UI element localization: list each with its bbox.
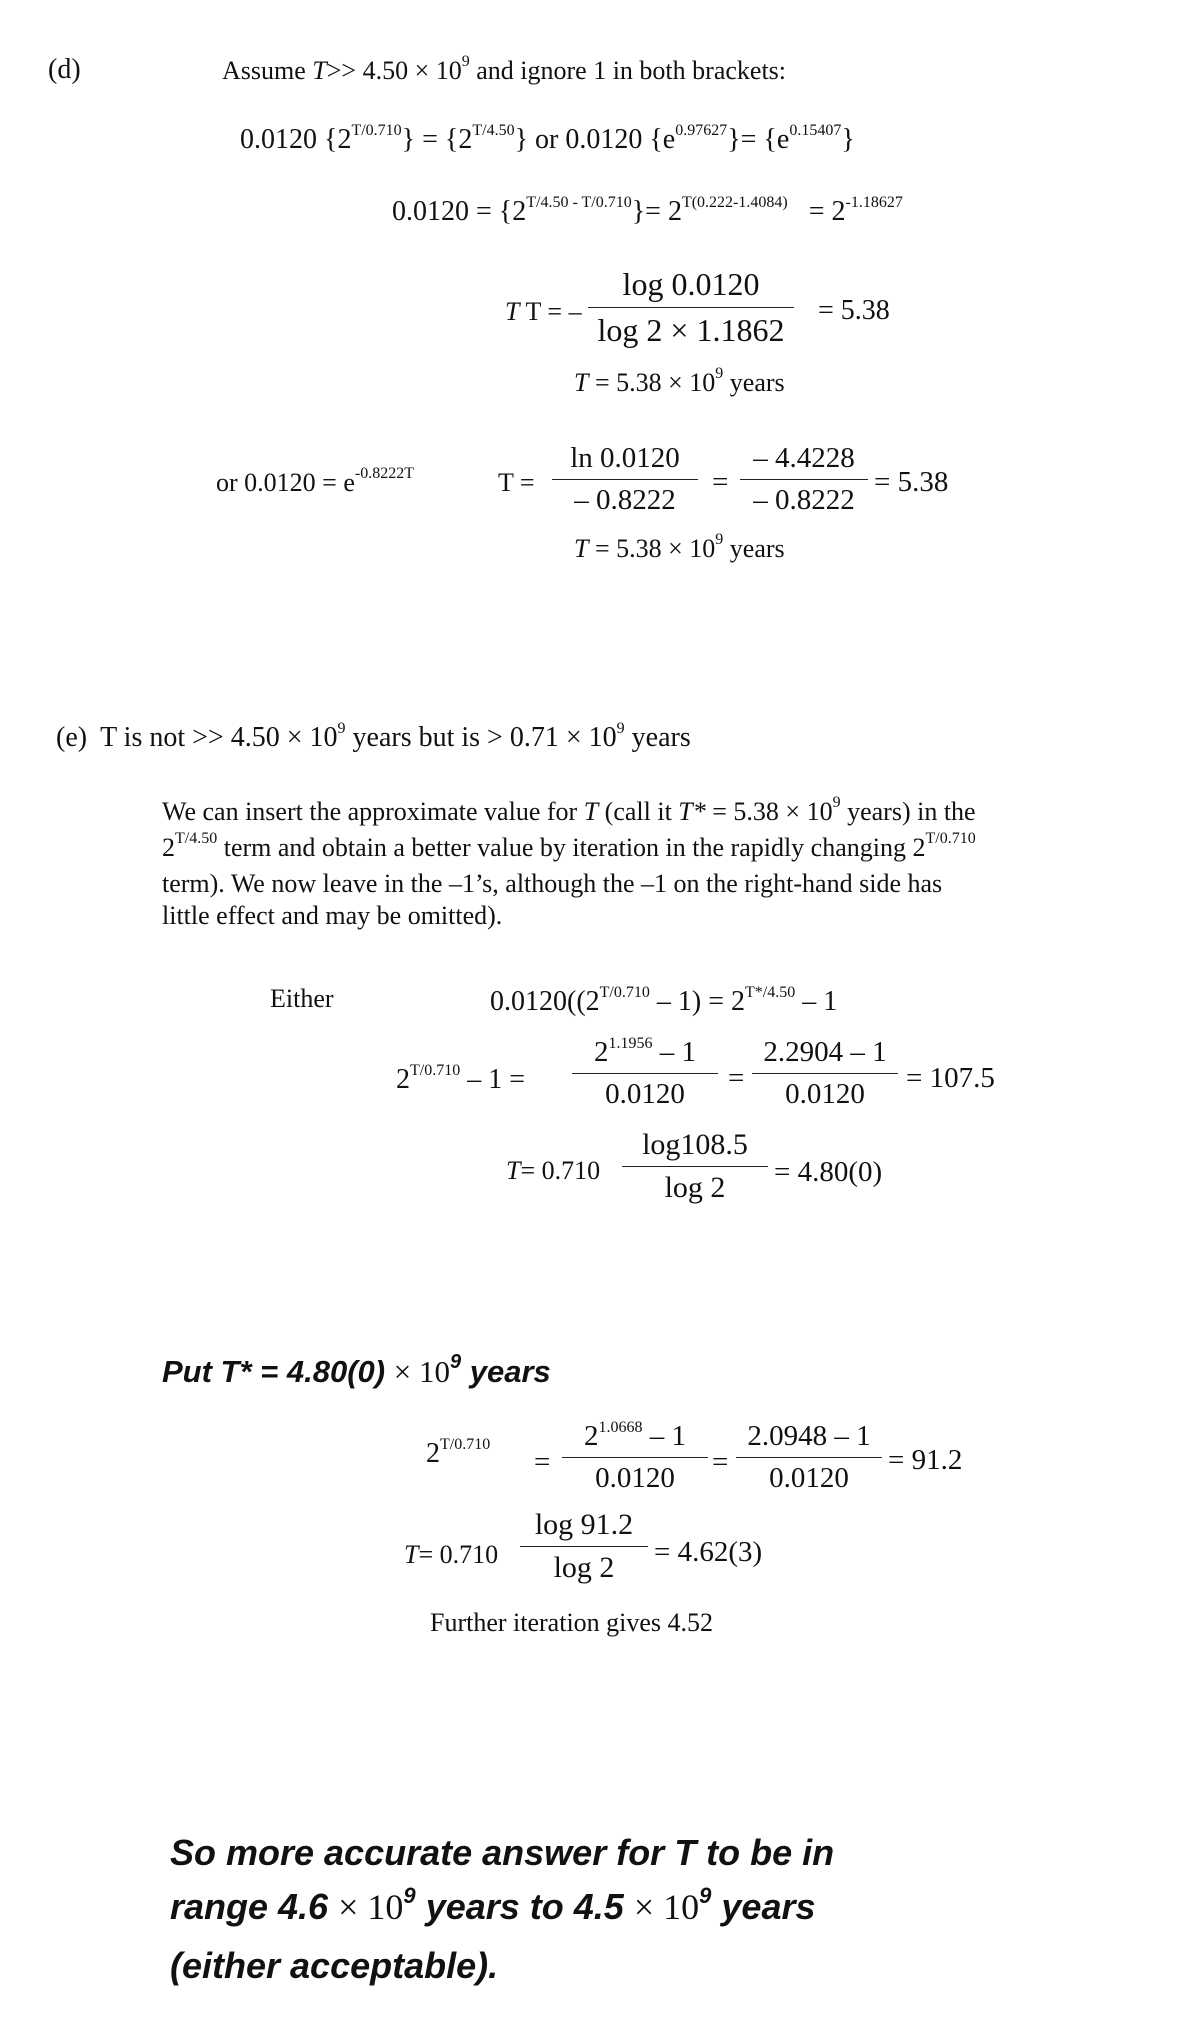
eq-e-B-den-2: 0.0120 [785,1078,865,1110]
eq-e-B-num-2: 2.2904 – 1 [763,1036,887,1068]
eq-e-B-num-1 [572,1036,718,1069]
fraction-bar [572,1073,718,1074]
eq-d-3-result [574,365,785,398]
further-iteration-note: Further iteration gives 4.52 [430,1608,714,1637]
eq-d-4-den-1: – 0.8222 [574,484,676,516]
eq-e-B-num-1-tail: – 1 [659,1036,696,1068]
eq-d-1-d: }= {e [727,124,790,155]
part-e-heading-a: T is not >> 4.50 × 10 [100,722,338,753]
eq-e-B-lhs-exp: T/0.710 [410,1062,461,1079]
fraction-bar [736,1457,882,1458]
exp-9: 9 [616,720,625,737]
eq-d-3-lhs-text: T = – [525,297,582,326]
iteration-heading [162,1351,551,1390]
eq-e-C-rhs: = 4.80(0) [774,1156,883,1188]
conclusion [170,1826,834,1993]
fraction-bar [622,1166,768,1167]
eq-it-D-den-2: 0.0120 [769,1462,849,1494]
fraction-bar [752,1073,898,1074]
eq-d-1-a-exp: T/0.710 [351,122,402,139]
var-Tstar: T* [678,797,706,826]
eq-d-4-den-2: – 0.8222 [753,484,855,516]
eq-e-A-c: – 1 [802,986,838,1017]
eq-e-B-lhs [396,1064,525,1096]
eq-e-B-equals: = [728,1062,745,1094]
eq-e-B-lhs-base: 2 [396,1064,410,1095]
eq-d-2-a: 0.0120 = {2 [392,196,527,227]
var-T: T [312,56,327,85]
part-e-paragraph [162,796,1142,932]
para-line-3: term). We now leave in the –1’s, although the –1 on the right-hand side has [162,869,943,898]
assume-tail: and ignore 1 in both brackets: [476,56,787,85]
eq-e-B-den-1: 0.0120 [605,1078,685,1110]
para-line-2 [162,832,1142,868]
para-2-exp: T/4.50 [175,830,218,847]
eq-d-1-e: } [841,124,855,155]
eq-d-2-c: = 2 [808,196,846,227]
eq-e-B-fraction-2 [752,1036,898,1111]
var-T: T [583,797,599,826]
eq-it-E-fraction [520,1508,648,1585]
para-2: (call it [604,797,672,826]
part-e-label: (e) [56,722,88,753]
para-1: We can insert the approximate value for [162,797,578,826]
eq-d-3-result-tail: years [729,368,785,397]
para-3: = 5.38 × 10 [712,797,833,826]
eq-d-4-fraction-2 [740,442,868,517]
exp-9: 9 [337,720,346,737]
eq-e-A-a-exp: T/0.710 [599,984,650,1001]
conclusion-line-2-e: years [721,1886,816,1927]
eq-e-A-b-exp: T*/4.50 [745,984,796,1001]
eq-d-1-c: } or 0.0120 {e [514,124,676,155]
part-e-heading [56,722,691,754]
eq-d-4-num-2: – 4.4228 [753,442,855,474]
fraction-bar [552,479,698,480]
eq-d-4-result-text: = 5.38 × 10 [594,534,716,563]
eq-d-3-numerator: log 0.0120 [622,266,760,302]
eq-e-A [490,986,837,1018]
eq-d-3-result-text: = 5.38 × 10 [594,368,716,397]
eq-it-D-num-2: 2.0948 – 1 [747,1420,871,1452]
eq-e-A-a: 0.0120((2 [490,986,600,1017]
part-e-heading-tail: years [631,722,691,753]
para-2-exp2: T/0.710 [925,830,976,847]
eq-e-B-num-1-exp: 1.1956 [608,1035,653,1052]
eq-d-4-or [216,465,414,498]
conclusion-line-2 [170,1880,834,1939]
assume-rest: >> 4.50 × 10 [326,56,462,85]
eq-d-4-equals: = [712,466,729,498]
eq-e-B-num-1-base: 2 [594,1036,609,1068]
eq-it-E-den: log 2 [553,1551,615,1584]
var-T: T [574,368,589,397]
eq-d-4-num-1: ln 0.0120 [570,442,680,474]
eq-d-2-b-exp: T(0.222-1.4084) [681,194,788,211]
eq-d-2-b: }= 2 [631,196,682,227]
eq-it-E-num: log 91.2 [534,1508,634,1541]
eq-d-4-or-exp: -0.8222T [354,465,414,482]
eq-e-C-den: log 2 [664,1171,726,1204]
eq-d-1-c-exp: 0.97627 [675,122,728,139]
eq-d-2 [392,196,903,228]
conclusion-line-2-a: range 4.6 [170,1886,329,1927]
eq-d-4-or-text: or 0.0120 = e [216,468,355,497]
part-d-assumption [222,53,787,86]
conclusion-exp-1: 9 [403,1883,416,1908]
conclusion-line-1: So more accurate answer for T to be in [170,1832,835,1873]
eq-e-A-b: – 1) = 2 [656,986,745,1017]
eq-d-4-fraction-1 [552,442,698,517]
eq-it-D-equals-1: = [534,1446,551,1478]
eq-d-1-a: 0.0120 {2 [240,124,352,155]
eq-e-C-lhs-text: = 0.710 [520,1156,601,1185]
eq-e-C-lhs [506,1156,600,1186]
eq-e-B-lhs-tail: – 1 = [467,1064,526,1095]
var-T: T [574,534,589,563]
eq-d-1 [240,124,855,156]
eq-it-D-fraction-1 [562,1420,708,1495]
fraction-bar [588,307,794,308]
iteration-heading-c: years [469,1354,551,1389]
var-T: T [404,1540,419,1569]
eq-it-E-lhs [404,1540,498,1570]
eq-e-B-rhs: = 107.5 [906,1062,995,1094]
either-label: Either [270,984,334,1013]
eq-d-2-a-exp: T/4.50 - T/0.710 [526,194,632,211]
eq-d-1-d-exp: 0.15407 [789,122,842,139]
eq-d-4-lhs: T = [498,468,535,497]
para-line-1 [162,796,1142,832]
iteration-heading-b: × 10 [393,1354,450,1389]
para-4: years) in the [847,797,976,826]
eq-e-B-fraction-1 [572,1036,718,1111]
para-2-b: term and obtain a better value by iteration in the rapidly changing 2 [223,833,926,862]
eq-d-4-result-tail: years [729,534,785,563]
eq-it-E-lhs-text: = 0.710 [418,1540,499,1569]
eq-d-3-fraction [588,266,794,349]
iteration-heading-a: Put T* = 4.80(0) [162,1354,386,1389]
eq-it-D-fraction-2 [736,1420,882,1495]
conclusion-exp-2: 9 [699,1883,712,1908]
fraction-bar [520,1546,648,1547]
eq-it-D-num-1-exp: 1.0668 [598,1419,643,1436]
iteration-heading-exp: 9 [449,1351,462,1373]
exp-9: 9 [832,794,841,811]
eq-it-D-rhs: = 91.2 [888,1444,963,1476]
fraction-bar [740,479,868,480]
eq-d-1-b: } = {2 [401,124,473,155]
fraction-bar [562,1457,708,1458]
eq-it-D-lhs-base: 2 [426,1438,440,1469]
eq-it-D-lhs-exp: T/0.710 [440,1436,491,1453]
conclusion-line-3: (either acceptable). [170,1945,499,1986]
var-T: T [505,297,520,326]
eq-d-3-lhs [505,297,582,327]
eq-it-D-num-1-tail: – 1 [649,1420,686,1452]
eq-it-D-equals-2: = [712,1446,729,1478]
var-T: T [506,1156,521,1185]
exp-9: 9 [715,365,724,382]
eq-d-1-b-exp: T/4.50 [472,122,515,139]
para-2-a: 2 [162,833,175,862]
exp-9: 9 [461,53,470,70]
eq-it-D-den-1: 0.0120 [595,1462,675,1494]
eq-d-3-denominator: log 2 × 1.1862 [597,312,785,348]
conclusion-line-2-c: years to 4.5 [425,1886,624,1927]
conclusion-line-2-b: × 10 [338,1887,404,1927]
para-line-4: little effect and may be omitted). [162,901,503,930]
eq-e-C-num: log108.5 [642,1128,748,1161]
eq-d-4-rhs: = 5.38 [874,466,949,498]
eq-d-2-c-exp: -1.18627 [845,194,903,211]
eq-d-3-rhs: = 5.38 [818,295,890,326]
part-e-heading-mid: years but is > 0.71 × 10 [352,722,617,753]
eq-it-E-rhs: = 4.62(3) [654,1536,763,1568]
conclusion-line-2-d: × 10 [633,1887,700,1927]
eq-e-C-fraction [622,1128,768,1205]
eq-it-D-num-1-base: 2 [584,1420,599,1452]
eq-d-4-result [574,531,785,564]
eq-it-D-num-1 [562,1420,708,1453]
part-d-label: (d) [48,54,81,85]
eq-it-D-lhs [426,1438,490,1470]
assume-word: Assume [222,56,306,85]
exp-9: 9 [715,531,724,548]
